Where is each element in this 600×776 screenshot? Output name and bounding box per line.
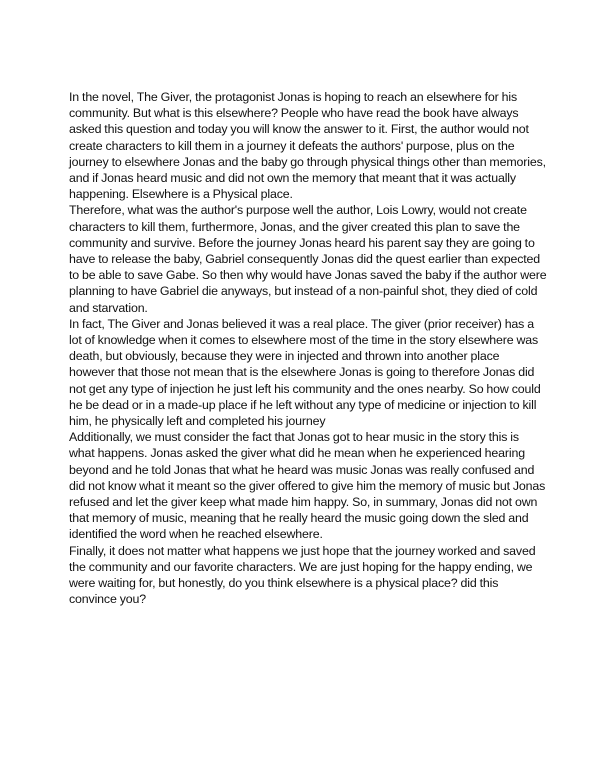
paragraph-introduction: In the novel, The Giver, the protagonist Jonas is hoping to reach an elsewhere for his community. But what is this elsewhere? People who have read the book have always asked this question and today you will know the answer to it. First, the author would not create characters to kill them in a journey it defeats the authors' purpose, plus on the journey to elsewhere Jonas and the baby go through physical things other than memories, and if Jonas heard music and did not own the memory that meant that it was actually happening. Elsewhere is a Physical place. — [69, 90, 546, 202]
paragraph-authors-purpose: Therefore, what was the author's purpose well the author, Lois Lowry, would not create characters to kill them, furthermore, Jonas, and the giver created this plan to save the community and survive. Before the journey Jonas heard his parent say they are going to have to release the baby, Gabriel consequently Jonas did the quest earlier than expected to be able to save Gabe. So then why would have Jonas saved the baby if the author were planning to have Gabriel die anyways, but instead of a non-painful shot, they died of cold and starvation. — [69, 203, 547, 315]
paragraph-conclusion: Finally, it does not matter what happens we just hope that the journey worked and saved the community and our favorite characters. We are just hoping for the happy ending, we were waiting for, but honestly, do you think elsewhere is a physical place? did this convince you? — [69, 543, 536, 607]
paragraph-real-place: In fact, The Giver and Jonas believed it was a real place. The giver (prior receiver) has a lot of knowledge when it comes to elsewhere most of the time in the story elsewhere was death, but obviously, because they were in injected and thrown into another place however that those not mean that is the elsewhere Jonas is going to therefore Jonas did not get any type of injection he just left his community and the ones nearby. So how could he be dead or in a made-up place if he left without any type of medicine or injection to kill him, he physically left and completed his journey — [69, 316, 541, 429]
essay-body — [69, 89, 547, 608]
paragraph-music: Additionally, we must consider the fact that Jonas got to hear music in the story this is what happens. Jonas asked the giver what did he mean when he experienced hearing beyond and he told Jonas that what he heard was music Jonas was really confused and did not know what it meant so the giver offered to give him the memory of music but Jonas refused and let the giver keep what made him happy. So, in summary, Jonas did not own that memory of music, meaning that he really heard the music going down the sled and identified the word when he reached elsewhere. — [69, 430, 546, 542]
